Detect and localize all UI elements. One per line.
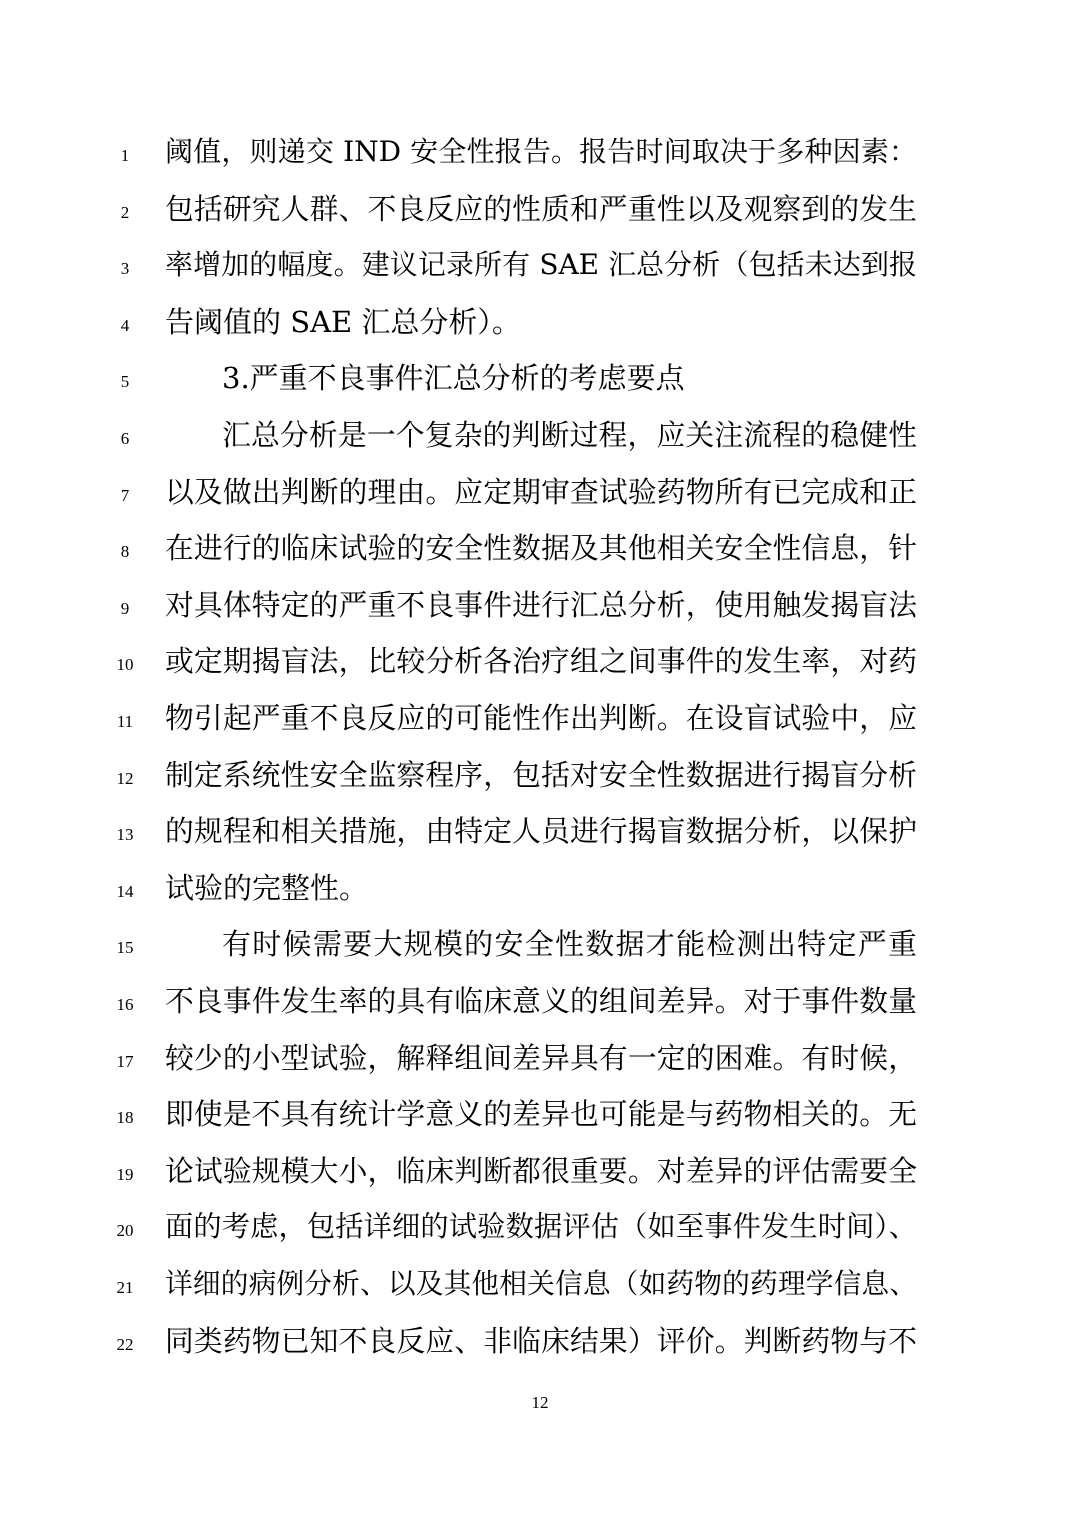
- line-text: 制定系统性安全监察程序，包括对安全性数据进行揭盲分析: [165, 757, 917, 792]
- text-line: [0, 1086, 1080, 1142]
- line-number: 17: [116, 1051, 134, 1071]
- line-text: 面的考虑，包括详细的试验数据评估（如至事件发生时间）、: [165, 1210, 917, 1244]
- line-number: 8: [120, 542, 130, 562]
- line-text: 以及做出判断的理由。应定期审查试验药物所有已完成和正: [165, 474, 917, 509]
- line-number: 4: [120, 315, 130, 335]
- line-text: 即使是不具有统计学意义的差异也可能是与药物相关的。无: [165, 1097, 917, 1132]
- line-number: 21: [116, 1278, 134, 1297]
- line-number: 1: [120, 146, 130, 165]
- text-line: [0, 577, 1080, 633]
- line-number: 18: [116, 1108, 134, 1128]
- line-text: 或定期揭盲法，比较分析各治疗组之间事件的发生率，对药: [165, 644, 917, 679]
- line-text: 阈值，则递交 IND 安全性报告。报告时间取决于多种因素：: [165, 135, 917, 168]
- text-line: [0, 973, 1080, 1029]
- line-number: 10: [116, 655, 134, 675]
- line-text: 告阈值的 SAE 汇总分析）。: [165, 304, 521, 339]
- line-text: 汇总分析是一个复杂的判断过程，应关注流程的稳健性: [222, 418, 917, 452]
- line-text: 不良事件发生率的具有临床意义的组间差异。对于事件数量: [165, 984, 917, 1018]
- line-number: 7: [120, 485, 130, 505]
- line-number: 5: [120, 372, 130, 392]
- line-number: 9: [120, 598, 130, 618]
- text-line: [0, 520, 1080, 576]
- text-line: [0, 633, 1080, 689]
- text-line: [0, 1256, 1080, 1312]
- text-line: [0, 237, 1080, 293]
- line-number: 11: [116, 712, 134, 731]
- text-line: [0, 1143, 1080, 1199]
- text-line: [0, 1199, 1080, 1255]
- line-text: 同类药物已知不良反应、非临床结果）评价。判断药物与不: [165, 1323, 917, 1358]
- text-line: [0, 916, 1080, 972]
- line-text: 较少的小型试验，解释组间差异具有一定的困难。有时候，: [165, 1040, 917, 1075]
- text-line: [0, 124, 1080, 180]
- line-text: 在进行的临床试验的安全性数据及其他相关安全性信息，针: [165, 531, 917, 566]
- line-number: 19: [116, 1164, 134, 1184]
- text-line: [0, 1030, 1080, 1086]
- text-line: [0, 690, 1080, 746]
- line-text: 3.严重不良事件汇总分析的考虑要点: [222, 361, 685, 396]
- line-number: 15: [116, 938, 134, 958]
- text-line: [0, 1313, 1080, 1369]
- line-number: 6: [120, 429, 130, 448]
- text-line: [0, 747, 1080, 803]
- line-text: 率增加的幅度。建议记录所有 SAE 汇总分析（包括未达到报: [165, 248, 917, 282]
- line-text: 详细的病例分析、以及其他相关信息（如药物的药理学信息、: [165, 1267, 917, 1300]
- line-text: 物引起严重不良反应的可能性作出判断。在设盲试验中，应: [165, 701, 917, 735]
- line-text: 对具体特定的严重不良事件进行汇总分析，使用触发揭盲法: [165, 587, 917, 622]
- text-line: [0, 407, 1080, 463]
- line-text: 的规程和相关措施，由特定人员进行揭盲数据分析，以保护: [165, 814, 917, 849]
- text-line: [0, 181, 1080, 237]
- line-text: 包括研究人群、不良反应的性质和严重性以及观察到的发生: [165, 191, 917, 226]
- line-number: 12: [116, 768, 134, 788]
- line-text: 有时候需要大规模的安全性数据才能检测出特定严重: [222, 927, 917, 962]
- line-number: 3: [120, 259, 130, 279]
- line-text: 论试验规模大小，临床判断都很重要。对差异的评估需要全: [165, 1153, 917, 1188]
- line-number: 22: [116, 1334, 134, 1354]
- text-line: [0, 803, 1080, 859]
- page-number: 12: [531, 1393, 549, 1412]
- line-number: 2: [120, 202, 130, 222]
- line-number: 14: [116, 881, 134, 901]
- text-line: [0, 294, 1080, 350]
- line-number: 16: [116, 995, 134, 1014]
- line-number: 20: [116, 1221, 134, 1241]
- text-line: [0, 464, 1080, 520]
- line-number: 13: [116, 825, 134, 845]
- text-line: [0, 350, 1080, 406]
- text-line: [0, 860, 1080, 916]
- line-text: 试验的完整性。: [165, 870, 369, 905]
